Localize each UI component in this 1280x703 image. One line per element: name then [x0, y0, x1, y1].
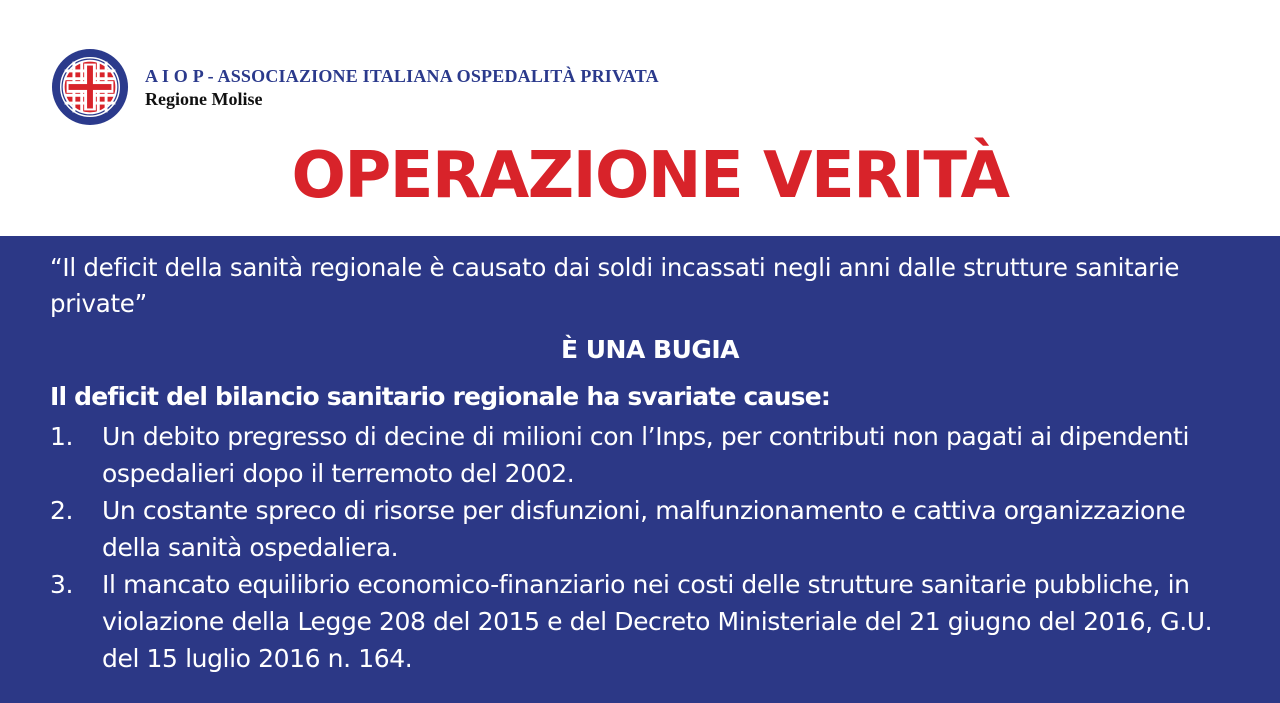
list-item-text: Un debito pregresso di decine di milioni con l’Inps, per contributi non pagati ai dipendenti ospedalieri dopo il terremoto del 2002. — [102, 422, 1190, 488]
list-item — [50, 566, 1240, 677]
page-title: OPERAZIONE VERITÀ — [291, 139, 1009, 213]
content-panel — [0, 236, 1280, 703]
organization-region: Regione Molise — [145, 89, 263, 109]
list-item-number: 3. — [50, 570, 74, 599]
organization-name: A I O P - ASSOCIAZIONE ITALIANA OSPEDALITÀ PRIVATA — [145, 66, 659, 86]
list-item-text: Un costante spreco di risorse per disfunzioni, malfunzionamento e cattiva organizzazione della sanità ospedaliera. — [102, 496, 1186, 562]
list-item — [50, 418, 1240, 492]
causes-heading: Il deficit del bilancio sanitario regionale ha svariate cause: — [50, 382, 831, 411]
causes-list — [50, 418, 1240, 677]
list-item-number: 1. — [50, 422, 74, 451]
list-item-number: 2. — [50, 496, 74, 525]
verdict-heading: È UNA BUGIA — [560, 335, 740, 364]
quote-text: “Il deficit della sanità regionale è causato dai soldi incassati negli anni dalle strutture sanitarie private” — [50, 253, 1180, 318]
list-item — [50, 492, 1240, 566]
aiop-logo-icon — [51, 48, 129, 126]
header — [0, 0, 1280, 236]
list-item-text: Il mancato equilibrio economico-finanziario nei costi delle strutture sanitarie pubbliche, in violazione della Legge 208 del 2015 e del Decreto Ministeriale del 21 giugno del 2016, G.U. del 15 luglio 2016 n. 164. — [102, 570, 1213, 673]
